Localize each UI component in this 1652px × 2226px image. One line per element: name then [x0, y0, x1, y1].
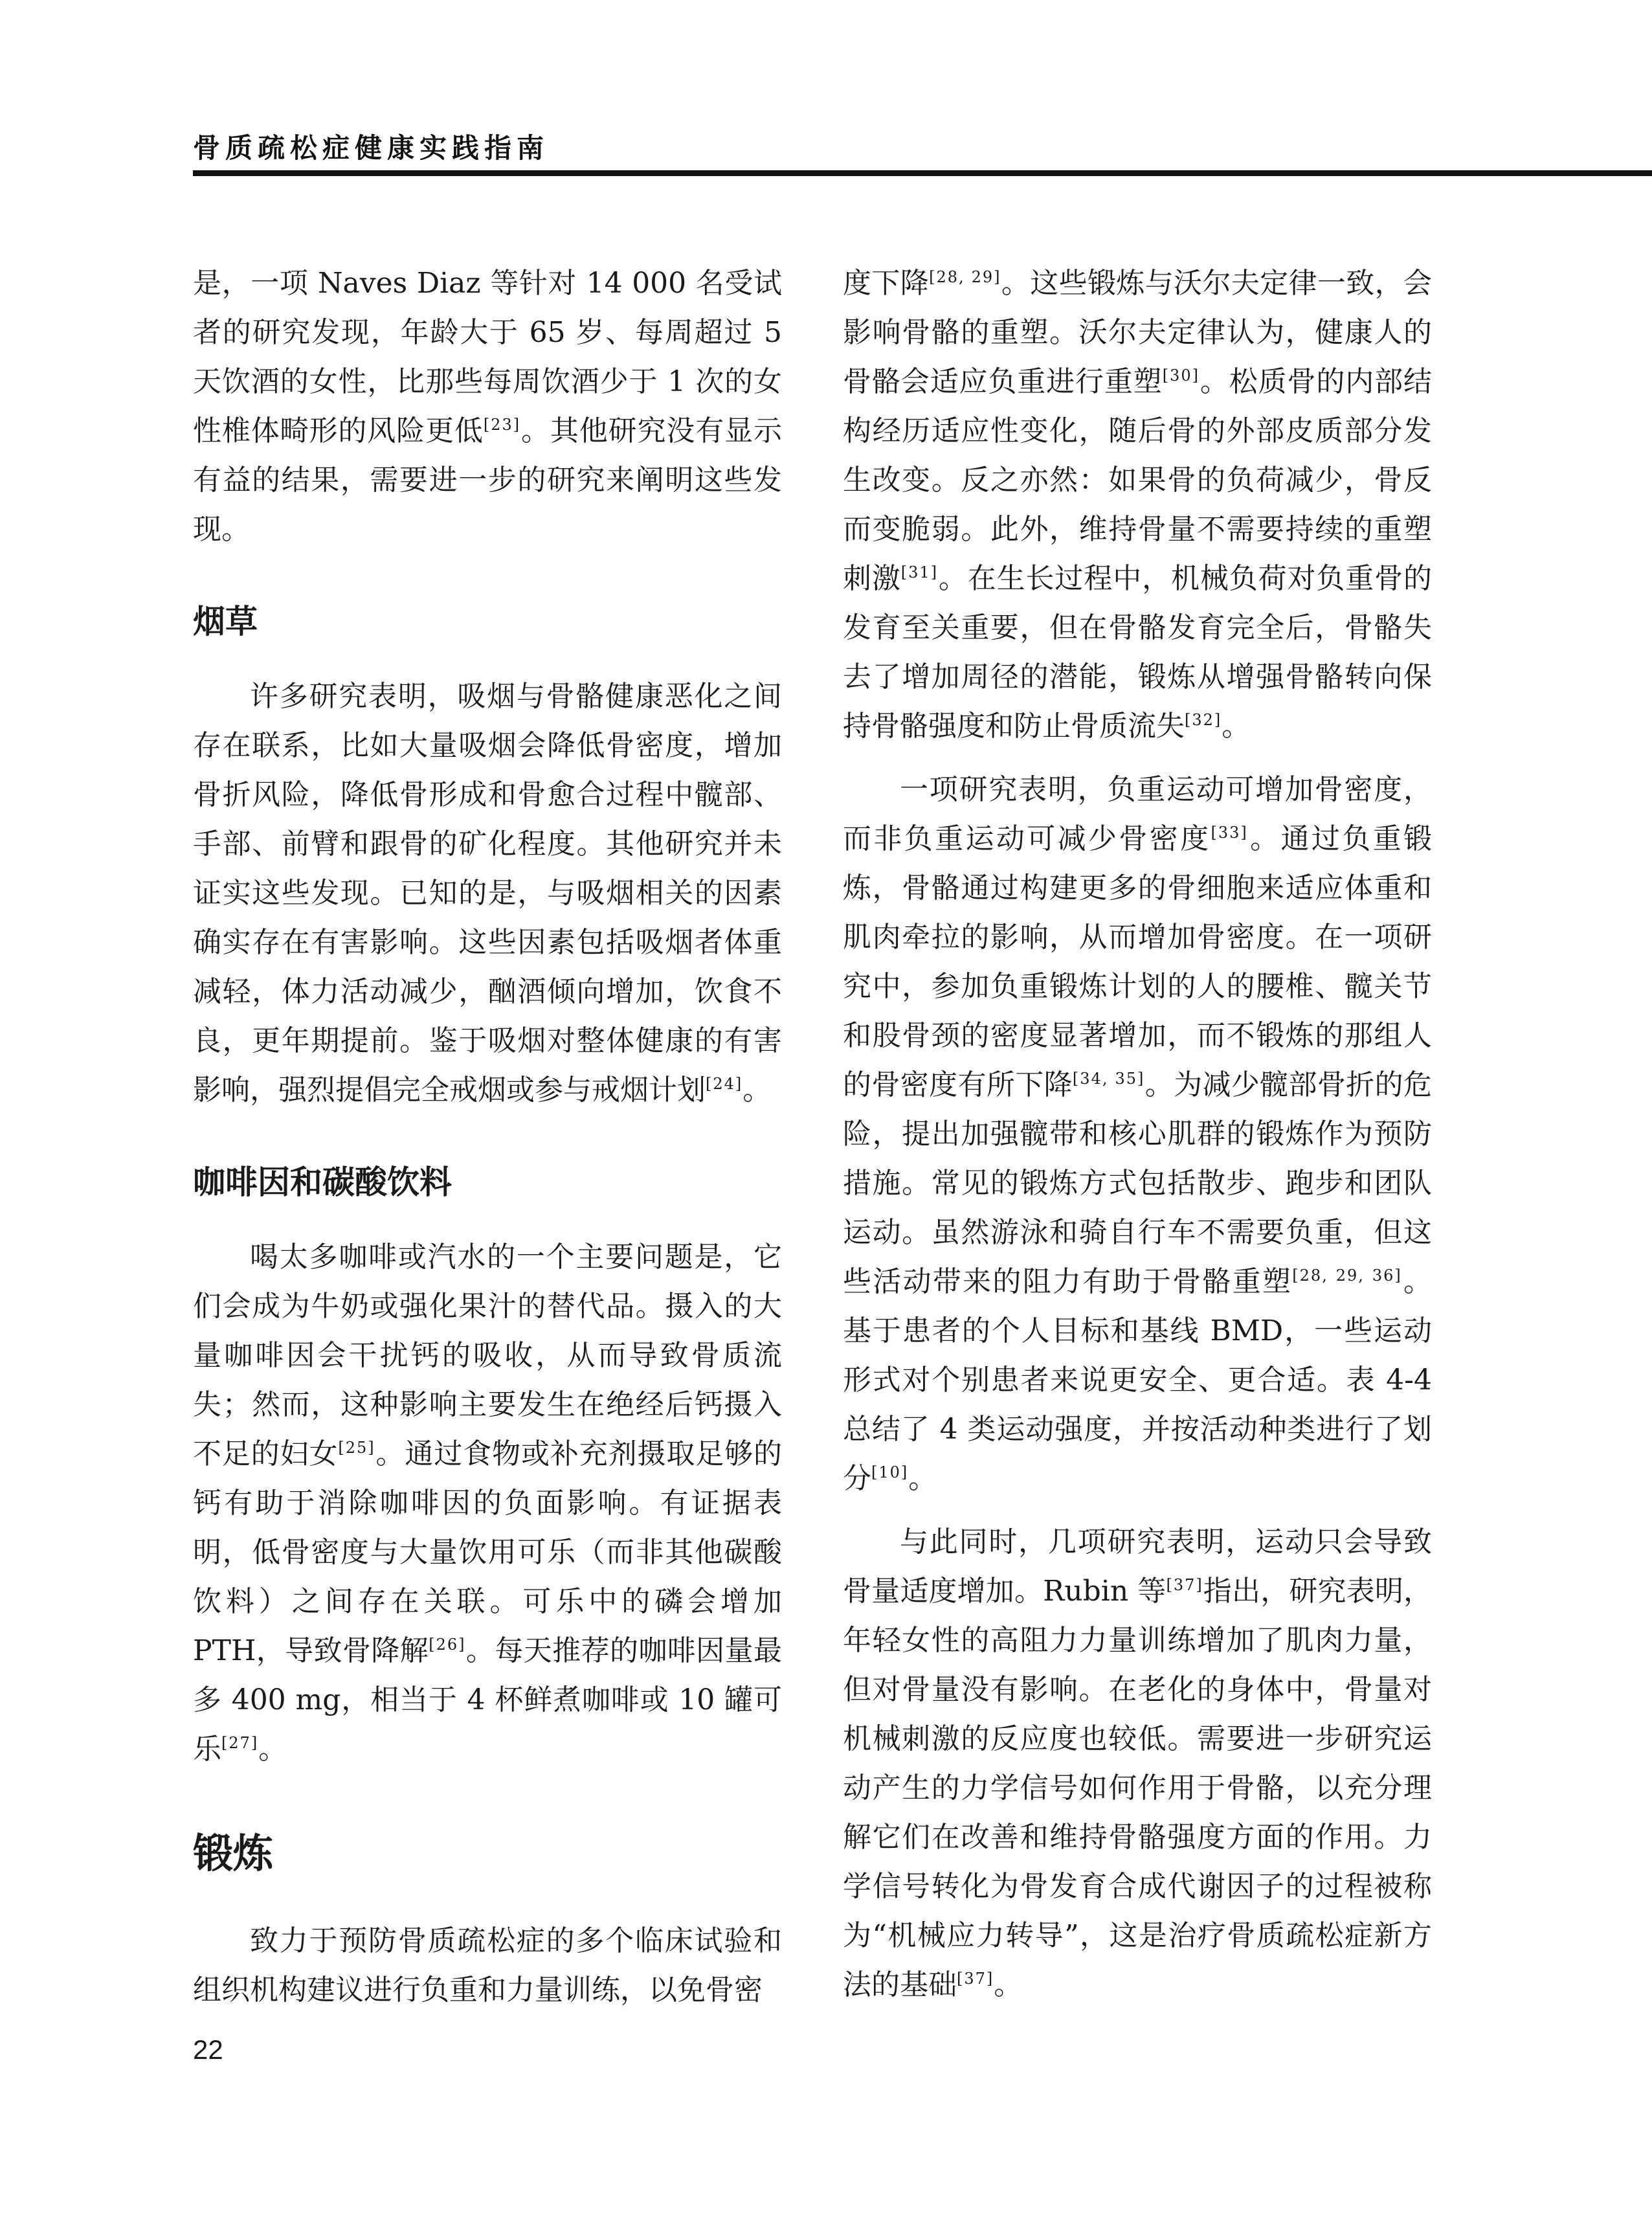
- citation: [37]: [957, 1970, 994, 1988]
- paragraph-tobacco: [193, 672, 782, 1115]
- paragraph-exercise: 致力于预防骨质疏松症的多个临床试验和组织机构建议进行负重和力量训练，以免骨密: [193, 1924, 782, 2007]
- text: 一项研究表明，负重运动可增加骨密度，而非负重运动可减少骨密度: [843, 773, 1432, 855]
- citation: [33]: [1211, 824, 1248, 842]
- text: 。: [1222, 710, 1251, 743]
- text: 。: [994, 1968, 1023, 2001]
- text: 。通过负重锻炼，骨骼通过构建更多的骨细胞来适应体重和肌肉牵拉的影响，从而增加骨密度。在一项研究中，参加负重锻炼计划的人的腰椎、髋关节和股骨颈的密度显著增加，而不锻炼的那组人的骨密度有所下降: [843, 822, 1433, 1101]
- citation: [23]: [483, 416, 521, 434]
- text: 。这些锻炼与沃尔夫定律一致，会影响骨骼的重塑。沃尔夫定律认为，健康人的骨骼会适应负重进行重塑: [843, 267, 1433, 398]
- text: 。松质骨的内部结构经历适应性变化，随后骨的外部皮质部分发生改变。反之亦然：如果骨的负荷减少，骨反而变脆弱。此外，维持骨量不需要持续的重塑刺激: [843, 365, 1432, 595]
- left-column: [193, 259, 782, 2015]
- text: 。: [908, 1462, 937, 1495]
- page-number: 22: [193, 2034, 223, 2065]
- running-header: 骨质疏松症健康实践指南: [193, 132, 550, 164]
- citation: [34, 35]: [1072, 1070, 1145, 1088]
- text: 喝太多咖啡或汽水的一个主要问题是，它们会成为牛奶或强化果汁的替代品。摄入的大量咖啡因会干扰钙的吸收，从而导致骨质流失；然而，这种影响主要发生在绝经后钙摄入不足的妇女: [193, 1241, 782, 1470]
- citation: [30]: [1162, 366, 1200, 385]
- text: 。其他研究没有显示有益的结果，需要进一步的研究来阐明这些发现。: [193, 414, 783, 546]
- citation: [24]: [706, 1075, 743, 1093]
- text: 。为减少髋部骨折的危险，提出加强髋带和核心肌群的锻炼作为预防措施。常见的锻炼方式包括散步、跑步和团队运动。虽然游泳和骑自行车不需要负重，但这些活动带来的阻力有助于骨骼重塑: [843, 1068, 1433, 1298]
- text: 。每天推荐的咖啡因量最多 400 mg，相当于 4 杯鲜煮咖啡或 10 罐可乐: [193, 1634, 783, 1766]
- heading-tobacco: 烟草: [193, 603, 258, 640]
- citation: [25]: [338, 1439, 375, 1457]
- citation: [26]: [429, 1636, 466, 1654]
- paragraph-mechanotransduction: [843, 1518, 1432, 2010]
- header-rule: [193, 170, 1652, 176]
- text: 。基于患者的个人目标和基线 BMD，一些运动形式对个别患者来说更安全、更合适。表 4-4 总结了 4 类运动强度，并按活动种类进行了划分: [843, 1265, 1433, 1495]
- citation: [31]: [900, 563, 939, 581]
- citation: [32]: [1185, 711, 1222, 729]
- citation: [10]: [871, 1463, 909, 1481]
- text: 度下降: [843, 267, 930, 300]
- text: 。: [258, 1733, 287, 1766]
- paragraph-caffeine: [193, 1233, 782, 1774]
- citation: [28, 29]: [929, 268, 1001, 286]
- text: 指出，研究表明，年轻女性的高阻力力量训练增加了肌肉力量，但对骨量没有影响。在老化的身体中，骨量对机械刺激的反应度也较低。需要进一步研究运动产生的力学信号如何作用于骨骼，以充分理解它们在改善和维持骨骼强度方面的作用。力学信号转化为骨发育合成代谢因子的过程被称为“机械应力转导”，这是治疗骨质疏松症新方法的基础: [843, 1575, 1433, 2001]
- paragraph-exercise-continued: [843, 259, 1432, 751]
- text: 与此同时，几项研究表明，运动只会导致骨量适度增加。Rubin 等: [843, 1525, 1432, 1608]
- heading-exercise: 锻炼: [193, 1830, 274, 1877]
- paragraph-weight-bearing: [843, 765, 1432, 1503]
- heading-caffeine: 咖啡因和碳酸饮料: [193, 1164, 452, 1201]
- right-column: [843, 259, 1432, 2010]
- text: 。在生长过程中，机械负荷对负重骨的发育至关重要，但在骨骼发育完全后，骨骼失去了增加周径的潜能，锻炼从增强骨骼转向保持骨骼强度和防止骨质流失: [843, 562, 1433, 743]
- citation: [27]: [221, 1734, 259, 1752]
- citation: [37]: [1166, 1576, 1203, 1594]
- text: 是，一项 Naves Diaz 等针对 14 000 名受试者的研究发现，年龄大于 65 岁、每周超过 5 天饮酒的女性，比那些每周饮酒少于 1 次的女性椎体畸形的风险更低: [193, 267, 782, 447]
- citation: [28, 29, 36]: [1292, 1266, 1402, 1285]
- text: 许多研究表明，吸烟与骨骼健康恶化之间存在联系，比如大量吸烟会降低骨密度，增加骨折风险，降低骨形成和骨愈合过程中髋部、手部、前臂和跟骨的矿化程度。其他研究并未证实这些发现。已知的是，与吸烟相关的因素确实存在有害影响。这些因素包括吸烟者体重减轻，体力活动减少，酗酒倾向增加，饮食不良，更年期提前。鉴于吸烟对整体健康的有害影响，强烈提倡完全戒烟或参与戒烟计划: [193, 680, 782, 1107]
- text: 。: [742, 1074, 772, 1107]
- paragraph-alcohol-continued: [193, 259, 782, 554]
- text: 。通过食物或补充剂摄取足够的钙有助于消除咖啡因的负面影响。有证据表明，低骨密度与大量饮用可乐（而非其他碳酸饮料）之间存在关联。可乐中的磷会增加 PTH，导致骨降解: [193, 1437, 783, 1667]
